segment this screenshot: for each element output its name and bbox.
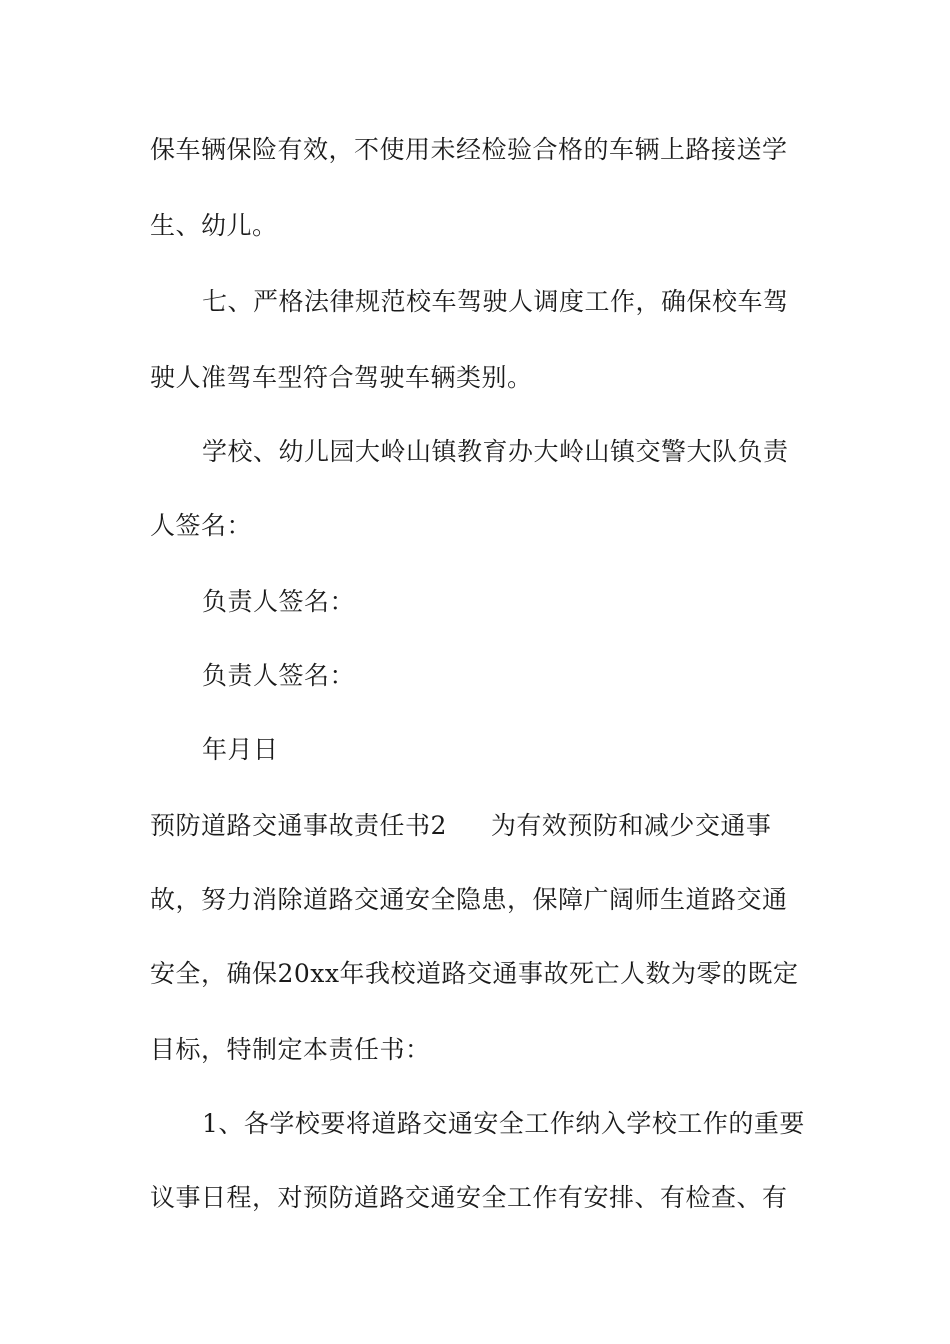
body-text-line: 安全，确保20xx年我校道路交通事故死亡人数为零的既定	[150, 959, 799, 988]
body-text-line: 驶人准驾车型符合驾驶车辆类别。	[150, 363, 533, 392]
body-text-line: 七、严格法律规范校车驾驶人调度工作，确保校车驾	[202, 287, 789, 316]
body-text-line: 故，努力消除道路交通安全隐患，保障广阔师生道路交通	[150, 885, 788, 914]
body-text-line: 生、幼儿。	[150, 211, 278, 240]
section-heading-line	[150, 810, 771, 842]
body-text-line: 1、各学校要将道路交通安全工作纳入学校工作的重要	[202, 1109, 805, 1138]
signature-label: 人签名：	[150, 511, 253, 540]
signature-label: 负责人签名：	[202, 587, 356, 616]
date-label: 年月日	[202, 735, 279, 764]
signature-label: 负责人签名：	[202, 661, 356, 690]
section-title: 预防道路交通事故责任书2	[150, 811, 447, 840]
body-text-line: 议事日程，对预防道路交通安全工作有安排、有检查、有	[150, 1183, 788, 1212]
body-text-line: 为有效预防和减少交通事	[490, 811, 772, 840]
body-text-line: 保车辆保险有效，不使用未经检验合格的车辆上路接送学	[150, 135, 788, 164]
body-text-line: 目标，特制定本责任书：	[150, 1035, 431, 1064]
body-text-line: 学校、幼儿园大岭山镇教育办大岭山镇交警大队负责	[202, 437, 789, 466]
